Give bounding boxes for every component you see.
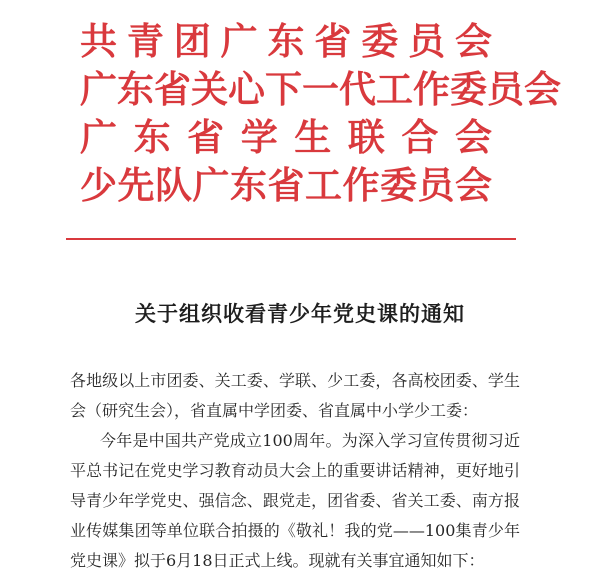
body-line-paragraph-4: 业传媒集团等单位联合拍摄的《敬礼！我的党——100集青少年 [70,521,520,540]
issuer-line-care-committee: 广东省关心下一代工作委员会 [80,68,561,111]
issuer-line-student-federation: 广东省学生联合会 [80,116,492,159]
document-body [70,366,520,576]
issuer-header [0,18,600,210]
body-line-paragraph-2: 平总书记在党史学习教育动员大会上的重要讲话精神，更好地引 [70,461,520,480]
issuer-line-young-pioneers: 少先队广东省工作委员会 [80,164,492,207]
body-line-addressees-2: 会（研究生会），省直属中学团委、省直属中小学少工委： [70,401,479,420]
body-line-paragraph-5: 党史课》拟于6月18日正式上线。现就有关事宜通知如下： [70,551,485,570]
body-line-paragraph-1: 今年是中国共产党成立100周年。为深入学习宣传贯彻习近 [100,431,520,450]
issuer-line-youth-league: 共青团广东省委员会 [80,20,492,63]
body-line-paragraph-3: 导青少年学党史、强信念、跟党走，团省委、省关工委、南方报 [70,491,520,510]
red-divider-line [66,238,516,240]
body-line-addressees-1: 各地级以上市团委、关工委、学联、少工委，各高校团委、学生 [70,371,520,390]
document-title: 关于组织收看青少年党史课的通知 [135,301,465,326]
